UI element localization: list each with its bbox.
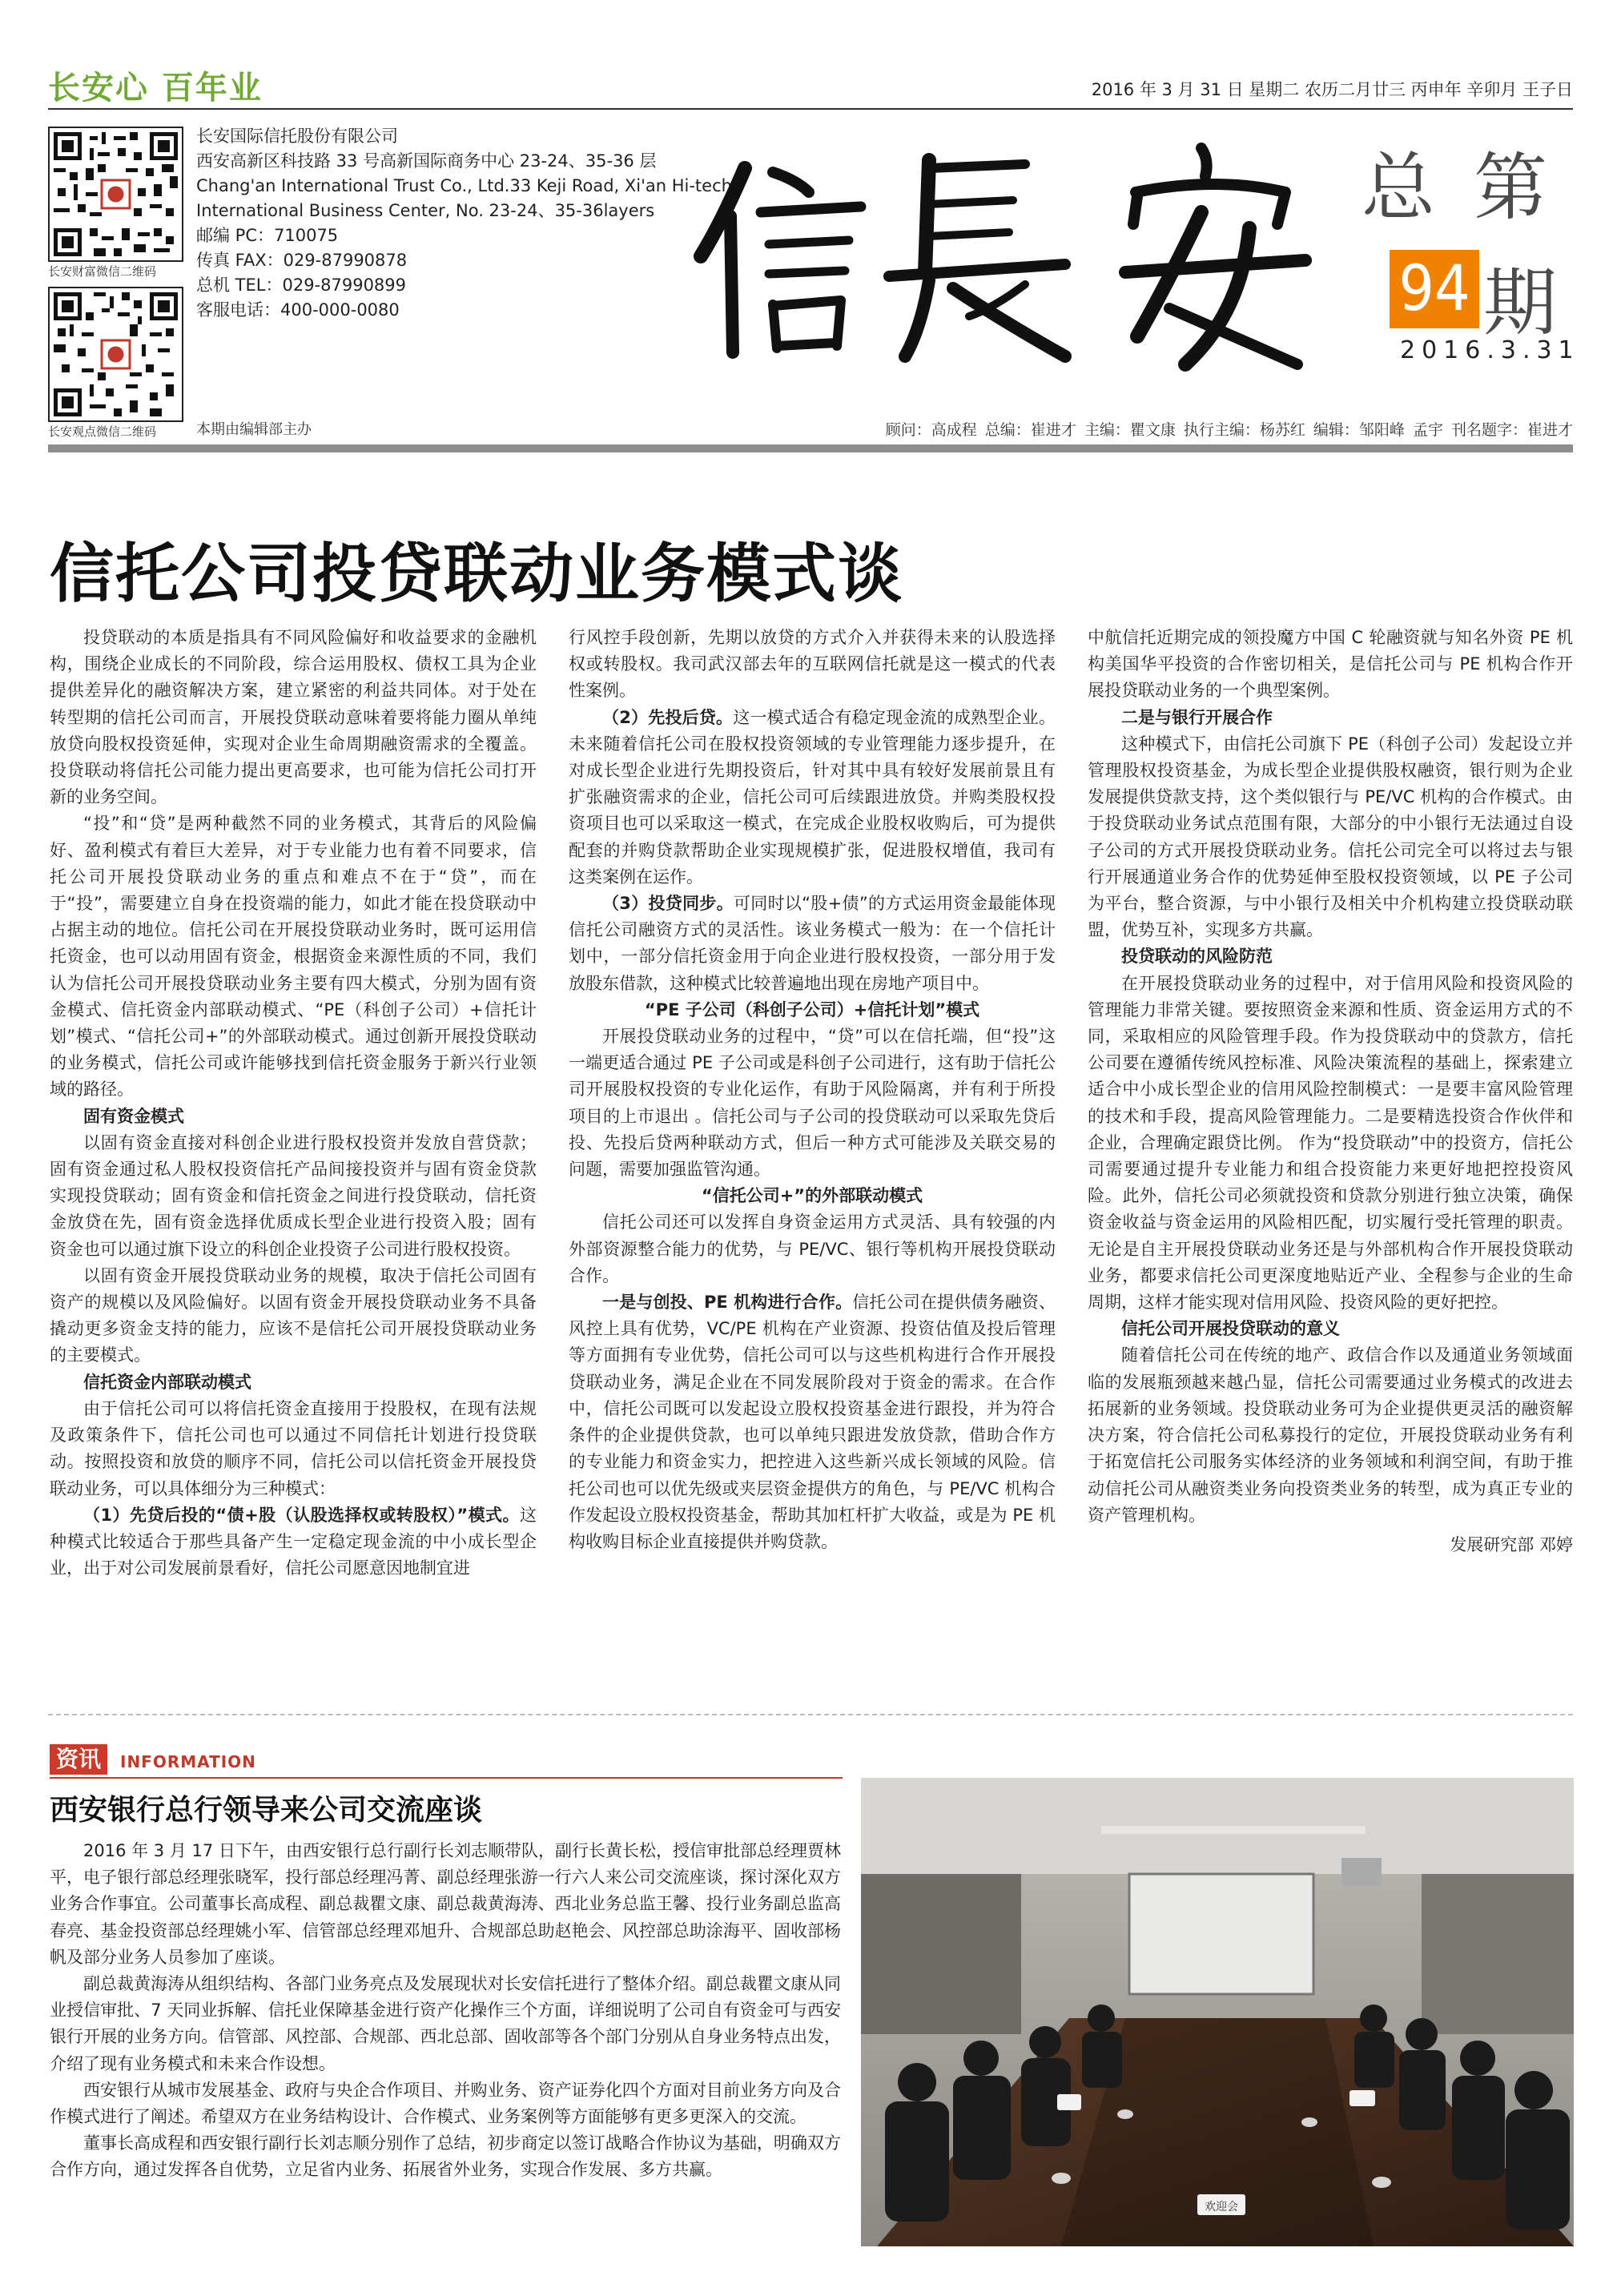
- info-paragraph: 西安银行从城市发展基金、政府与央企合作项目、并购业务、资产证券化四个方面对目前业务方向及合作模式进行了阐述。希望双方在业务结构设计、合作模式、业务案例等方面能够有更多更深入的交流。: [50, 2080, 841, 2127]
- staff-credits: 顾问：高成程 总编：崔进才 主编：瞿文康 执行主编：杨苏红 编辑：邹阳峰 孟宇 刊名题字：崔进才: [885, 421, 1573, 439]
- issue-label-zong: 总: [1362, 145, 1436, 231]
- slogan: 长安心 百年业: [48, 70, 263, 107]
- article-paragraph: 开展投贷联动业务的过程中，“贷”可以在信托端，但“投”这一端更适合通过 PE 子公司或是科创子公司进行，这有助于信托公司开展股权投资的专业化运作，有助于风险隔离，并有利于所投项目的上市退出 。信托公司与子公司的投贷联动可以采取先贷后投、先投后贷两种联动方式，但后一种方式可能涉及关联交易的问题，需要加强监管沟通。: [569, 1027, 1056, 1180]
- dateline: 2016 年 3 月 31 日 星期二 农历二月廿三 丙申年 辛卯月 王子日: [1091, 80, 1573, 99]
- top-rule: [48, 108, 1573, 110]
- paragraph-text: 这一模式适合有稳定现金流的成熟型企业。未来随着信托公司在股权投资领域的专业管理能力逐步提升，在对成长型企业进行先期投资后，针对其中具有较好发展前景且有扩张融资需求的企业，信托公司可后续跟进放贷。并购类股权投资项目也可以采取这一模式，在完成企业股权收购后，可为提供配套的并购贷款帮助企业实现规模扩张，促进股权增值，我司有这类案例在运作。: [569, 707, 1056, 887]
- calligraphy-logo: [689, 136, 1313, 376]
- company-tel: 总机 TEL：029-87990899: [196, 275, 407, 295]
- qr-pattern-icon: [50, 288, 182, 420]
- article-paragraph: “投”和“贷”是两种截然不同的业务模式，其背后的风险偏好、盈利模式有着巨大差异，对于专业能力也有着不同要求，信托公司开展投贷联动业务的重点和难点不在于“贷”，而在于“投”，需要建立自身在投资端的能力，如此才能在投贷联动中占据主动的地位。信托公司在开展投贷联动业务时，既可运用信托资金，也可以动用固有资金，根据资金来源性质的不同，我们认为信托公司开展投贷联动业务主要有四大模式，分别为固有资金模式、信托资金内部联动模式、“PE（科创子公司）+信托计划”模式、“信托公司+”的外部联动模式。通过创新开展投贷联动的业务模式，信托公司或许能够找到信托资金服务于新兴行业领域的路径。: [50, 814, 537, 1100]
- article-paragraph: 这种模式下，由信托公司旗下 PE（科创子公司）发起设立并管理股权投资基金，为成长型企业提供股权融资，银行则为企业发展提供贷款支持，这个类似银行与 PE/VC 机构的合作模式。由于投贷联动业务试点范围有限，大部分的中小银行无法通过自设子公司的方式开展投贷联动业务。信托公司完全可以将过去与银行开展通道业务合作的优势延伸至股权投资领域，以 PE 子公司为平台，整合资源，与中小银行及相关中介机构建立投贷联动联盟，优势互补，实现多方共赢。: [1088, 734, 1573, 940]
- company-name: 长安国际信托股份有限公司: [196, 127, 398, 146]
- article-column-3: [1088, 625, 1573, 1558]
- section-heading: 信托资金内部联动模式: [83, 1372, 251, 1392]
- article-paragraph: 随着信托公司在传统的地产、政信合作以及通道业务领域面临的发展瓶颈越来越凸显，信托公司需要通过业务模式的改进去拓展新的业务领域。投贷联动业务可为企业提供更灵活的融资解决方案，符合信托公司私募投行的定位，开展投贷联动业务有利于拓宽信托公司服务实体经济的业务领域和利润空间，有助于推动信托公司从融资类业务向投资类业务的转型，成为真正专业的资产管理机构。: [1088, 1345, 1573, 1525]
- article-paragraph: 由于信托公司可以将信托资金直接用于投股权，在现有法规及政策条件下，信托公司也可以通过不同信托计划进行投贷联动。按照投资和放贷的顺序不同，信托公司以信托资金开展投贷联动业务，可以具体细分为三种模式：: [50, 1398, 537, 1498]
- section-heading: “信托公司+”的外部联动模式: [701, 1186, 923, 1206]
- article-paragraph: 在开展投贷联动业务的过程中，对于信用风险和投资风险的管理能力非常关键。要按照资金来源和性质、资金运用方式的不同，采取相应的风险管理手段。作为投贷联动中的贷款方，信托公司要在遵循传统风控标准、风险决策流程的基础上，探索建立适合中小成长型企业的信用风险控制模式：一是要丰富风险管理的技术和手段，提高风险管理能力。二是要精选投资合作伙伴和企业，合理确定跟贷比例。 作为“投贷联动”中的投资方，信托公司需要通过提升专业能力和组合投资能力来更好地把控投资风险。此外，信托公司必须就投资和贷款分别进行独立决策，确保资金收益与资金运用的风险相匹配，切实履行受托管理的职责。无论是自主开展投贷联动业务还是与外部机构合作开展投贷联动业务，都要求信托公司更深度地贴近产业、全程参与企业的生命周期，这样才能实现对信用风险、投资风险的更好把控。: [1088, 973, 1573, 1313]
- masthead-bottom-rule: [48, 444, 1573, 452]
- company-info: [196, 124, 732, 323]
- paragraph-lead: 一是与创投、PE 机构进行合作。: [602, 1293, 853, 1313]
- article-paragraph: 中航信托近期完成的领投魔方中国 C 轮融资就与知名外资 PE 机构美国华平投资的合作密切相关，是信托公司与 PE 机构合作开展投贷联动业务的一个典型案例。: [1088, 628, 1573, 701]
- issue-label-di: 第: [1474, 145, 1548, 231]
- section-heading: 信托公司开展投贷联动的意义: [1121, 1319, 1340, 1339]
- section-heading: 固有资金模式: [83, 1106, 184, 1126]
- section-heading: 投贷联动的风险防范: [1121, 947, 1273, 967]
- paragraph-text: 这种模式比较适合于那些具备产生一定稳定现金流的中小成长型企业，出于对公司发展前景看好，信托公司愿意因地制宜进: [50, 1505, 537, 1578]
- article-paragraph: [50, 1502, 537, 1582]
- section-heading: “PE 子公司（科创子公司）+信托计划”模式: [644, 999, 980, 1019]
- article-column-1: [50, 625, 537, 1582]
- info-paragraph: 副总裁黄海涛从组织结构、各部门业务亮点及发展现状对长安信托进行了整体介绍。副总裁瞿文康从同业授信审批、7 天同业拆解、信托业保障基金进行资产化操作三个方面，详细说明了公司自有资金可与西安银行开展的业务方向。信管部、风控部、合规部、西北总部、固收部等各个部门分别从自身业务特点出发，介绍了现有业务模式和未来合作设想。: [50, 1974, 841, 2073]
- qr-pattern-icon: [50, 128, 182, 260]
- paragraph-text: 可同时以“股+债”的方式运用资金最能体现信托公司融资方式的灵活性。该业务模式一般为：在一个信托计划中，一部分信托资金用于向企业进行股权投资，一部分用于发放股东借款，这种模式比较普遍地出现在房地产项目中。: [569, 894, 1056, 993]
- info-title: 西安银行总行领导来公司交流座谈: [50, 1794, 483, 1827]
- info-paragraph: 2016 年 3 月 17 日下午，由西安银行总行副行长刘志顺带队，副行长黄长松，授信审批部总经理贾林平，电子银行部总经理张晓军，投行部总经理冯菁、副总经理张游一行六人来公司交流座谈，探讨深化双方业务合作事宜。公司董事长高成程、副总裁瞿文康、副总裁黄海涛、西北业务总监王馨、投行业务副总监高春亮、基金投资部总经理姚小军、信管部总经理邓旭升、合规部总助赵艳会、风控部总助涂海平、固收部杨帆及部分业务人员参加了座谈。: [50, 1841, 841, 1967]
- host-note: 本期由编辑部主办: [196, 421, 312, 438]
- section-divider: [48, 1714, 1573, 1715]
- paragraph-lead: （2）先投后贷。: [602, 707, 734, 727]
- info-tag-en: INFORMATION: [120, 1752, 256, 1771]
- article-paragraph: 投贷联动的本质是指具有不同风险偏好和收益要求的金融机构，围绕企业成长的不同阶段，综合运用股权、债权工具为企业提供差异化的融资解决方案，建立紧密的利益共同体。对于处在转型期的信托公司而言，开展投贷联动意味着要将能力圈从单纯放贷向股权投资延伸，实现对企业生命周期融资需求的全覆盖。投贷联动将信托公司能力提出更高要求，也可能为信托公司打开新的业务空间。: [50, 628, 537, 807]
- article-paragraph: [569, 891, 1056, 997]
- company-address-cn: 西安高新区科技路 33 号高新国际商务中心 23-24、35-36 层: [196, 151, 657, 171]
- company-fax: 传真 FAX：029-87990878: [196, 251, 408, 270]
- company-postcode: 邮编 PC：710075: [196, 226, 339, 245]
- issue-date: 2016.3.31: [1400, 336, 1580, 364]
- issue-label-qi: 期: [1483, 260, 1558, 346]
- paragraph-text: 信托公司在提供债务融资、风控上具有优势，VC/PE 机构在产业资源、投资估值及投后管理等方面拥有专业优势，信托公司可以与这些机构进行合作开展投贷联动业务，满足企业在不同发展阶段对于资金的需求。在合作中，信托公司既可以发起设立股权投资基金进行跟投，并为符合条件的企业提供贷款，也可以单纯只跟进发放贷款，借助合作方的专业能力和资金实力，把控进入这些新兴成长领域的风险。信托公司也可以优先级或夹层资金提供方的角色，与 PE/VC 机构合作发起设立股权投资基金，帮助其加杠杆扩大收益，或是为 PE 机构收购目标企业直接提供并购贷款。: [569, 1293, 1056, 1551]
- company-service-phone: 客服电话：400-000-0080: [196, 300, 400, 320]
- info-body: [50, 1838, 841, 2184]
- info-paragraph: 董事长高成程和西安银行副行长刘志顺分别作了总结，初步商定以签订战略合作协议为基础，明确双方合作方向，通过发挥各自优势，立足省内业务、拓展省外业务，实现合作发展、多方共赢。: [50, 2133, 841, 2180]
- photo-table-sign: 欢迎会: [1205, 2201, 1238, 2214]
- article-paragraph: 以固有资金开展投贷联动业务的规模，取决于信托公司固有资产的规模以及风险偏好。以固有资金开展投贷联动业务不具备撬动更多资金支持的能力，应该不是信托公司开展投贷联动业务的主要模式。: [50, 1265, 537, 1365]
- article-byline: 发展研究部 邓婷: [1450, 1534, 1573, 1554]
- info-tag: 资讯: [50, 1744, 107, 1775]
- meeting-photo: [861, 1778, 1574, 2246]
- company-address-en-2: International Business Center, No. 23-24、35-36layers: [196, 201, 655, 220]
- section-heading: 二是与银行开展合作: [1121, 707, 1273, 727]
- paragraph-lead: （1）先贷后投的“债+股（认股选择权或转股权）”模式。: [83, 1505, 520, 1525]
- qr-caption-opinion: 长安观点微信二维码: [48, 424, 157, 439]
- article-paragraph: [569, 1289, 1056, 1555]
- qr-caption-wealth: 长安财富微信二维码: [48, 264, 157, 279]
- company-address-en-1: Chang'an International Trust Co., Ltd.33 Keji Road, Xi'an Hi-tech: [196, 176, 732, 195]
- article-paragraph: 信托公司还可以发挥自身资金运用方式灵活、具有较强的内外部资源整合能力的优势，与 PE/VC、银行等机构开展投贷联动合作。: [569, 1212, 1056, 1285]
- article-paragraph: 以固有资金直接对科创企业进行股权投资并发放自营贷款；固有资金通过私人股权投资信托产品间接投资并与固有资金贷款实现投贷联动；固有资金和信托资金之间进行投贷联动，信托资金放贷在先，固有资金选择优质成长型企业进行投资入股；固有资金也可以通过旗下设立的科创企业投资子公司进行股权投资。: [50, 1132, 537, 1259]
- article-paragraph: 行风控手段创新，先期以放贷的方式介入并获得未来的认股选择权或转股权。我司武汉部去年的互联网信托就是这一模式的代表性案例。: [569, 628, 1056, 701]
- issue-number: 94: [1390, 250, 1479, 328]
- info-tag-rule: [50, 1777, 843, 1779]
- article-column-2: [569, 625, 1056, 1555]
- article-headline: 信托公司投贷联动业务模式谈: [50, 537, 903, 611]
- paragraph-lead: （3）投贷同步。: [602, 894, 734, 914]
- qr-code-wealth: [48, 127, 183, 262]
- qr-code-opinion: [48, 287, 183, 422]
- article-paragraph: [569, 705, 1056, 891]
